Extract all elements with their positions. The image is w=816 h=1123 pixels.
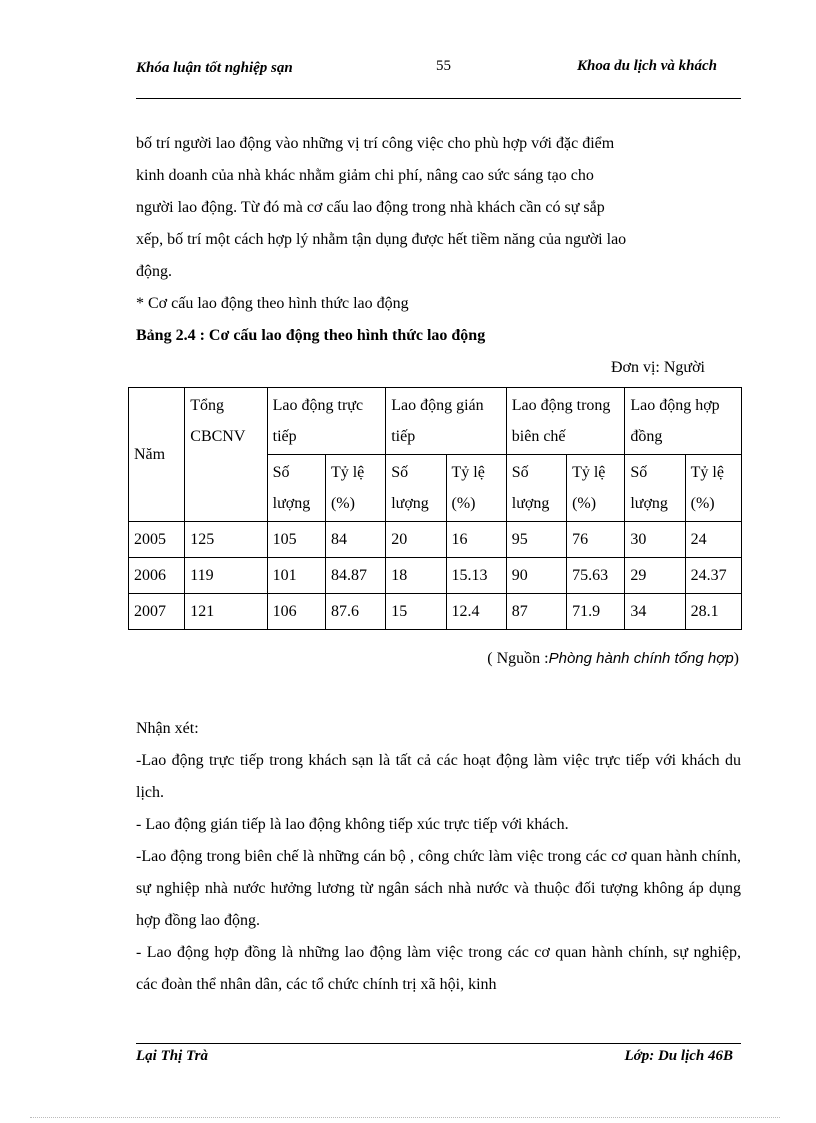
remarks-title: Nhận xét: [136,720,199,737]
subheader-qty: Số lượng [267,455,325,522]
unit-label: Đơn vị: Người [610,359,705,376]
table-cell: 12.4 [446,594,506,630]
header-group-direct: Lao động trực tiếp [267,388,386,455]
table-cell: 30 [625,522,685,558]
table-cell: 90 [506,558,566,594]
page-number: 55 [436,58,451,74]
table-cell: 105 [267,522,325,558]
table-caption: Bảng 2.4 : Cơ cấu lao động theo hình thức lao động [136,327,486,344]
remark-item: - Lao động gián tiếp là lao động không tiếp xúc trực tiếp với khách. [136,816,569,833]
remark-item: - Lao động hợp đồng là những lao động làm việc trong các cơ quan hành chính, sự nghiệp, các đoàn thể nhân dân, các tổ chức chính trị xã hội, kinh [136,944,741,993]
table-cell: 20 [386,522,446,558]
table-cell: 18 [386,558,446,594]
table-cell: 34 [625,594,685,630]
header-group-payroll: Lao động trong biên chế [506,388,625,455]
footer-class: Lớp: Du lịch 46B [624,1048,733,1064]
remark-item: -Lao động trong biên chế là những cán bộ , công chức làm việc trong các cơ quan hành chính, sự nghiệp nhà nước hưởng lương từ ngân sách nhà nước và thuộc đối tượng không áp dụng hợp đồng lao động. [136,848,741,929]
table-cell: 106 [267,594,325,630]
table-cell: 75.63 [567,558,625,594]
table-cell: 84 [325,522,385,558]
intro-line: động. [136,263,172,280]
intro-line: kinh doanh của nhà khác nhằm giảm chi phí, nâng cao sức sáng tạo cho [136,167,594,184]
labor-structure-table [128,387,742,630]
footer-author: Lại Thị Trà [136,1048,208,1064]
table-cell: 87.6 [325,594,385,630]
page-header [136,58,741,99]
page-footer [136,1043,741,1064]
intro-line: bố trí người lao động vào những vị trí công việc cho phù hợp với đặc điểm [136,135,615,152]
intro-line: xếp, bố trí một cách hợp lý nhằm tận dụng được hết tiềm năng của người lao [136,231,627,248]
table-cell: 24 [685,522,741,558]
subheader-qty: Số lượng [386,455,446,522]
table-row [129,558,742,594]
table-cell: 101 [267,558,325,594]
subheader-pct: Tỷ lệ (%) [567,455,625,522]
section-heading: * Cơ cấu lao động theo hình thức lao động [136,295,409,312]
cell-year: 2007 [129,594,185,630]
table-cell: 87 [506,594,566,630]
header-thesis-title: Khóa luận tốt nghiệp sạn [136,60,293,76]
subheader-pct: Tỷ lệ (%) [446,455,506,522]
table-source [136,650,739,668]
intro-line: người lao động. Từ đó mà cơ cấu lao động trong nhà khách cần có sự sắp [136,199,605,216]
header-year: Năm [129,388,185,522]
table-cell: 16 [446,522,506,558]
intro-block [136,128,741,384]
table-cell: 15.13 [446,558,506,594]
subheader-qty: Số lượng [506,455,566,522]
remark-item: -Lao động trực tiếp trong khách sạn là tất cả các hoạt động làm việc trực tiếp với khách du lịch. [136,752,741,801]
header-total: Tổng CBCNV [185,388,267,522]
table-row [129,594,742,630]
header-group-indirect: Lao động gián tiếp [386,388,507,455]
table-cell: 121 [185,594,267,630]
table-cell: 125 [185,522,267,558]
header-faculty: Khoa du lịch và khách [576,58,717,74]
table-cell: 28.1 [685,594,741,630]
page-edge-divider [30,1117,780,1118]
subheader-pct: Tỷ lệ (%) [685,455,741,522]
header-group-contract: Lao động hợp đồng [625,388,742,455]
table-cell: 15 [386,594,446,630]
subheader-qty: Số lượng [625,455,685,522]
table-cell: 71.9 [567,594,625,630]
table-cell: 84.87 [325,558,385,594]
remarks-block [136,713,741,1001]
cell-year: 2006 [129,558,185,594]
source-prefix: ( Nguồn : [487,650,549,667]
table-cell: 29 [625,558,685,594]
table-row [129,522,742,558]
cell-year: 2005 [129,522,185,558]
table-cell: 119 [185,558,267,594]
table-cell: 24.37 [685,558,741,594]
table-cell: 76 [567,522,625,558]
source-name: Phòng hành chính tổng hợp [548,650,734,667]
table-cell: 95 [506,522,566,558]
subheader-pct: Tỷ lệ (%) [325,455,385,522]
source-suffix: ) [733,650,739,667]
table-header-row [129,388,742,455]
